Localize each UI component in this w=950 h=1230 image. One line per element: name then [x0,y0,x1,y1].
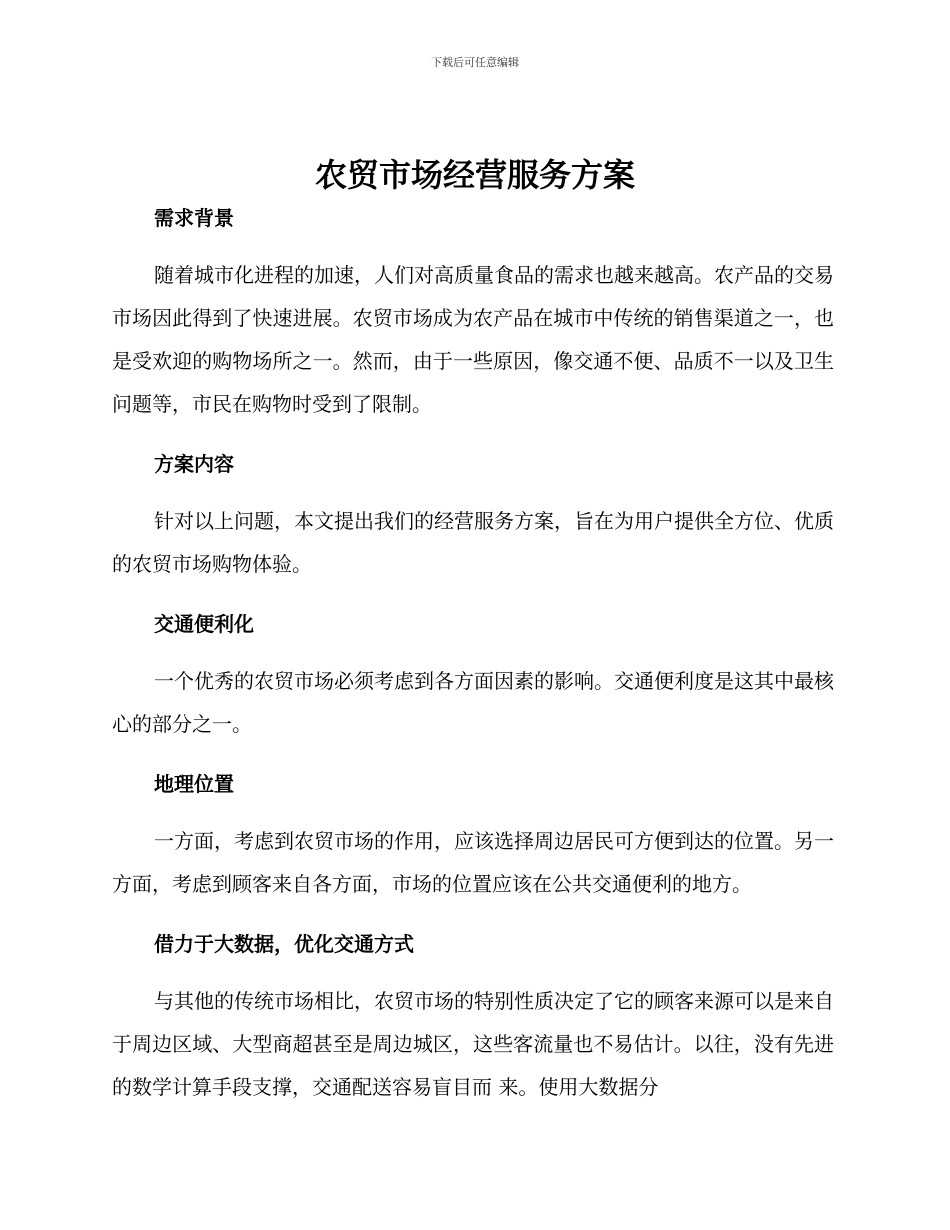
section-paragraph-plan-content: 针对以上问题，本文提出我们的经营服务方案，旨在为用户提供全方位、优质的农贸市场购物体验。 [112,509,834,576]
document-title: 农贸市场经营服务方案 [314,156,635,194]
section-paragraph-location: 一方面，考虑到农贸市场的作用，应该选择周边居民可方便到达的位置。另一方面，考虑到顾客来自各方面，市场的位置应该在公共交通便利的地方。 [112,829,834,896]
document-body [112,196,834,1109]
section-heading-transport-convenience: 交通便利化 [154,612,254,636]
section-heading-plan-content: 方案内容 [154,452,234,476]
section-heading-location: 地理位置 [154,772,234,796]
section-paragraph-transport-convenience: 一个优秀的农贸市场必须考虑到各方面因素的影响。交通便利度是这其中最核心的部分之一。 [112,669,834,736]
page-header: 下载后可任意编辑 [431,56,519,69]
section-paragraph-demand-background: 随着城市化进程的加速，人们对高质量食品的需求也越来越高。农产品的交易市场因此得到了快速进展。农贸市场成为农产品在城市中传统的销售渠道之一，也是受欢迎的购物场所之一。然而，由于一些原因，像交通不便、品质不一以及卫生问题等，市民在购物时受到了限制。 [112,263,834,416]
section-heading-demand-background: 需求背景 [154,206,234,230]
section-heading-big-data: 借力于大数据，优化交通方式 [154,932,414,956]
section-paragraph-big-data: 与其他的传统市场相比，农贸市场的特别性质决定了它的顾客来源可以是来自于周边区域、大型商超甚至是周边城区，这些客流量也不易估计。以往，没有先进的数学计算手段支撑，交通配送容易盲目而 来。使用大数据分 [112,989,834,1099]
